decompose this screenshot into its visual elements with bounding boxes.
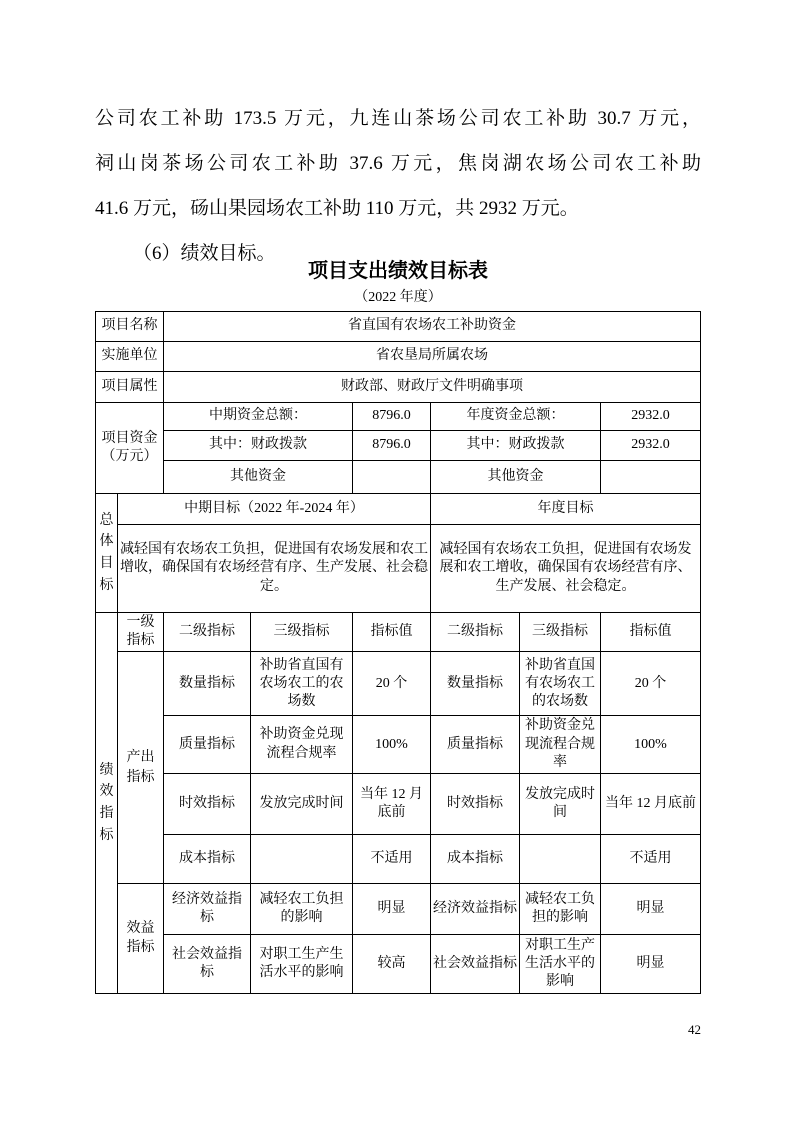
implementing-unit-label: 实施单位 (96, 342, 164, 372)
paragraph-line-2: 祠山岗茶场公司农工补助 37.6 万元，焦岗湖农场公司农工补助 (95, 153, 701, 174)
performance-indicator-label-text: 绩效指标 (99, 762, 114, 843)
quality-indicator-year-detail: 补助资金兑现流程合规率 (520, 716, 601, 774)
quantity-indicator-year-value: 20 个 (601, 652, 701, 716)
paragraph-line-3: 41.6 万元，砀山果园场农工补助 110 万元，共 2932 万元。 (95, 198, 579, 219)
quality-indicator-mid-value: 100% (353, 716, 431, 774)
quantity-indicator-mid-label: 数量指标 (164, 652, 251, 716)
mid-term-fund-total-label: 中期资金总额： (164, 403, 353, 431)
timeliness-indicator-year-detail: 发放完成时间 (520, 773, 601, 834)
timeliness-indicator-year-value: 当年 12 月底前 (601, 773, 701, 834)
overall-goal-label-text: 总体目标 (99, 512, 114, 593)
output-indicator-group-label-text: 产出指标 (126, 750, 155, 785)
output-indicator-group-label (118, 652, 164, 884)
social-benefit-mid-value: 较高 (353, 934, 431, 993)
mid-term-goal-text: 减轻国有农场农工负担，促进国有农场发展和农工增收，确保国有农场经营有序、生产发展、社会稳定。 (118, 525, 431, 613)
mid-term-fiscal-allocation-label: 其中：财政拨款 (164, 431, 353, 461)
quantity-indicator-year-detail: 补助省直国有农场农工的农场数 (520, 652, 601, 716)
mid-indicator-value-header: 指标值 (353, 613, 431, 652)
annual-fiscal-allocation-label: 其中：财政拨款 (431, 431, 601, 461)
economic-benefit-mid-detail: 减轻农工负担的影响 (251, 883, 353, 934)
annual-other-funds-label: 其他资金 (431, 461, 601, 494)
performance-indicator-label (96, 613, 118, 994)
social-benefit-year-detail: 对职工生产生活水平的影响 (520, 934, 601, 993)
benefit-indicator-group-label (118, 883, 164, 993)
cost-indicator-year-detail (520, 834, 601, 883)
project-fund-label: 项目资金（万元） (96, 403, 164, 494)
mid-term-other-funds-value (353, 461, 431, 494)
annual-goal-header: 年度目标 (431, 494, 701, 525)
economic-benefit-year-detail: 减轻农工负担的影响 (520, 883, 601, 934)
annual-goal-text: 减轻国有农场农工负担，促进国有农场发展和农工增收，确保国有农场经营有序、生产发展、社会稳定。 (431, 525, 701, 613)
project-name-value: 省直国有农场农工补助资金 (164, 312, 701, 342)
social-benefit-mid-detail: 对职工生产生活水平的影响 (251, 934, 353, 993)
mid-level3-indicator-header: 三级指标 (251, 613, 353, 652)
quantity-indicator-mid-value: 20 个 (353, 652, 431, 716)
cost-indicator-mid-value: 不适用 (353, 834, 431, 883)
mid-term-other-funds-label: 其他资金 (164, 461, 353, 494)
project-attribute-value: 财政部、财政厅文件明确事项 (164, 372, 701, 403)
economic-benefit-mid-value: 明显 (353, 883, 431, 934)
cost-indicator-mid-label: 成本指标 (164, 834, 251, 883)
quality-indicator-mid-detail: 补助资金兑现流程合规率 (251, 716, 353, 774)
implementing-unit-value: 省农垦局所属农场 (164, 342, 701, 372)
paragraph-line-1: 公司农工补助 173.5 万元，九连山茶场公司农工补助 30.7 万元， (95, 108, 701, 129)
project-attribute-label: 项目属性 (96, 372, 164, 403)
year-indicator-value-header: 指标值 (601, 613, 701, 652)
annual-other-funds-value (601, 461, 701, 494)
year-level3-indicator-header: 三级指标 (520, 613, 601, 652)
performance-target-table (95, 311, 701, 994)
economic-benefit-year-label: 经济效益指标 (431, 883, 520, 934)
year-level2-indicator-header: 二级指标 (431, 613, 520, 652)
table-title: 项目支出绩效目标表 (308, 258, 488, 282)
economic-benefit-mid-label: 经济效益指标 (164, 883, 251, 934)
mid-term-fiscal-allocation-value: 8796.0 (353, 431, 431, 461)
table-subtitle: （2022 年度） (354, 290, 442, 305)
timeliness-indicator-mid-value: 当年 12 月底前 (353, 773, 431, 834)
mid-term-goal-header: 中期目标（2022 年-2024 年） (118, 494, 431, 525)
quantity-indicator-mid-detail: 补助省直国有农场农工的农场数 (251, 652, 353, 716)
social-benefit-year-value: 明显 (601, 934, 701, 993)
paragraph-line-4: （6）绩效目标。 (133, 243, 276, 264)
page-number: 42 (688, 1022, 701, 1037)
mid-level2-indicator-header: 二级指标 (164, 613, 251, 652)
mid-term-fund-total-value: 8796.0 (353, 403, 431, 431)
timeliness-indicator-year-label: 时效指标 (431, 773, 520, 834)
quantity-indicator-year-label: 数量指标 (431, 652, 520, 716)
cost-indicator-year-value: 不适用 (601, 834, 701, 883)
economic-benefit-year-value: 明显 (601, 883, 701, 934)
social-benefit-year-label: 社会效益指标 (431, 934, 520, 993)
overall-goal-label (96, 494, 118, 613)
timeliness-indicator-mid-label: 时效指标 (164, 773, 251, 834)
level1-indicator-header: 一级指标 (118, 613, 164, 652)
annual-fund-total-value: 2932.0 (601, 403, 701, 431)
benefit-indicator-group-label-text: 效益指标 (126, 920, 155, 956)
quality-indicator-year-value: 100% (601, 716, 701, 774)
quality-indicator-mid-label: 质量指标 (164, 716, 251, 774)
cost-indicator-mid-detail (251, 834, 353, 883)
timeliness-indicator-mid-detail: 发放完成时间 (251, 773, 353, 834)
quality-indicator-year-label: 质量指标 (431, 716, 520, 774)
project-name-label: 项目名称 (96, 312, 164, 342)
annual-fund-total-label: 年度资金总额： (431, 403, 601, 431)
annual-fiscal-allocation-value: 2932.0 (601, 431, 701, 461)
body-paragraph (95, 96, 701, 276)
social-benefit-mid-label: 社会效益指标 (164, 934, 251, 993)
cost-indicator-year-label: 成本指标 (431, 834, 520, 883)
